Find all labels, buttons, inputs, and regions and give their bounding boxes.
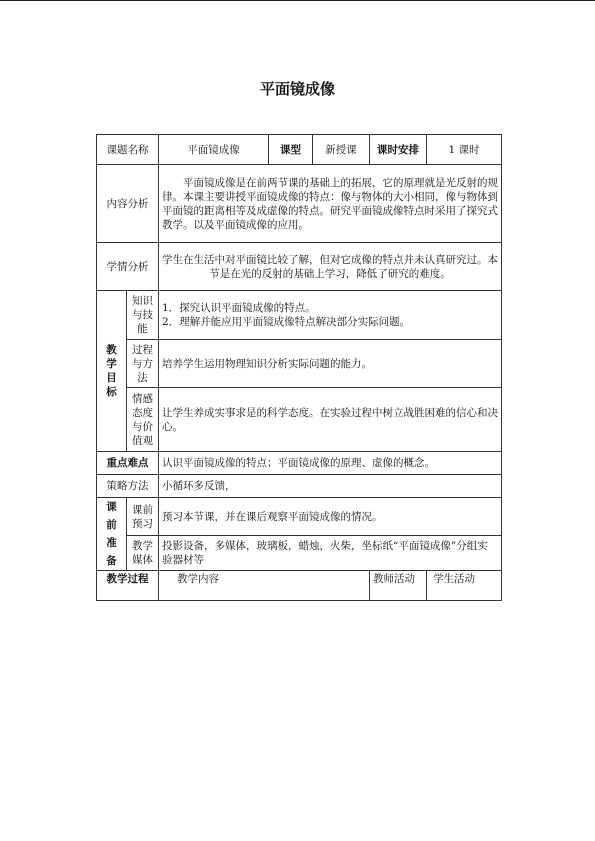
objective-process-row bbox=[97, 340, 502, 388]
student-analysis-text: 学生在生活中对平面镜比较了解，但对它成像的特点并未认真研究过。本节是在光的反射的基础上学习，降低了研究的难度。 bbox=[159, 243, 502, 291]
teacher-activity-header: 教师活动 bbox=[370, 571, 427, 601]
process-header-row bbox=[97, 571, 502, 601]
media-text: 投影设备，多媒体，玻璃板，蜡烛，火柴，坐标纸“平面镜成像”分组实验器材等 bbox=[159, 536, 502, 571]
key-points-label: 重点难点 bbox=[97, 452, 159, 475]
student-analysis-row bbox=[97, 243, 502, 291]
topic-value: 平面镜成像 bbox=[159, 135, 269, 165]
content-analysis-text: 平面镜成像是在前两节课的基础上的拓展，它的原理就是光反射的规律。本课主要讲授平面镜成像的特点：像与物体的大小相同，像与物体到平面镜的距离相等及成虚像的特点。研究平面镜成像特点时采用了探究式教学。以及平面镜成像的应用。 bbox=[159, 165, 502, 243]
student-analysis-label: 学情分析 bbox=[97, 243, 159, 291]
objectives-label: 教 学 目 标 bbox=[97, 291, 127, 452]
strategy-row bbox=[97, 475, 502, 498]
media-label: 教学媒体 bbox=[127, 536, 159, 571]
preview-label: 课前预习 bbox=[127, 498, 159, 536]
emotion-text: 让学生养成实事求是的科学态度。在实验过程中树立战胜困难的信心和决心。 bbox=[159, 388, 502, 452]
knowledge-item: 1．探究认识平面镜成像的特点。 bbox=[162, 302, 316, 314]
objective-knowledge-row bbox=[97, 291, 502, 340]
content-header: 教学内容 bbox=[159, 571, 370, 601]
type-value: 新授课 bbox=[313, 135, 370, 165]
emotion-label: 情感态度与价值观 bbox=[127, 388, 159, 452]
objective-emotion-row bbox=[97, 388, 502, 452]
process-method-text: 培养学生运用物理知识分析实际问题的能力。 bbox=[159, 340, 502, 388]
schedule-value: 1 课时 bbox=[427, 135, 502, 165]
header-row bbox=[97, 135, 502, 165]
preview-text: 预习本节课，并在课后观察平面镜成像的情况。 bbox=[159, 498, 502, 536]
preview-row bbox=[97, 498, 502, 536]
content-analysis-label: 内容分析 bbox=[97, 165, 159, 243]
process-label: 教学过程 bbox=[97, 571, 159, 601]
content-analysis-row bbox=[97, 165, 502, 243]
knowledge-item: 2．理解并能应用平面镜成像特点解决部分实际问题。 bbox=[162, 316, 411, 328]
strategy-label: 策略方法 bbox=[97, 475, 159, 498]
lesson-plan-table bbox=[96, 134, 502, 601]
student-activity-header: 学生活动 bbox=[427, 571, 502, 601]
knowledge-text bbox=[159, 291, 502, 340]
media-row bbox=[97, 536, 502, 571]
knowledge-label: 知识与技能 bbox=[127, 291, 159, 340]
key-points-text: 认识平面镜成像的特点；平面镜成像的原理、虚像的概念。 bbox=[159, 452, 502, 475]
page-title: 平面镜成像 bbox=[259, 80, 335, 98]
page-top-rule bbox=[0, 0, 595, 1]
preparation-label: 课 前 准 备 bbox=[97, 498, 127, 571]
schedule-label: 课时安排 bbox=[370, 135, 427, 165]
strategy-text: 小循环多反馈， bbox=[159, 475, 502, 498]
type-label: 课型 bbox=[269, 135, 313, 165]
topic-label: 课题名称 bbox=[97, 135, 159, 165]
process-method-label: 过程与方法 bbox=[127, 340, 159, 388]
key-points-row bbox=[97, 452, 502, 475]
